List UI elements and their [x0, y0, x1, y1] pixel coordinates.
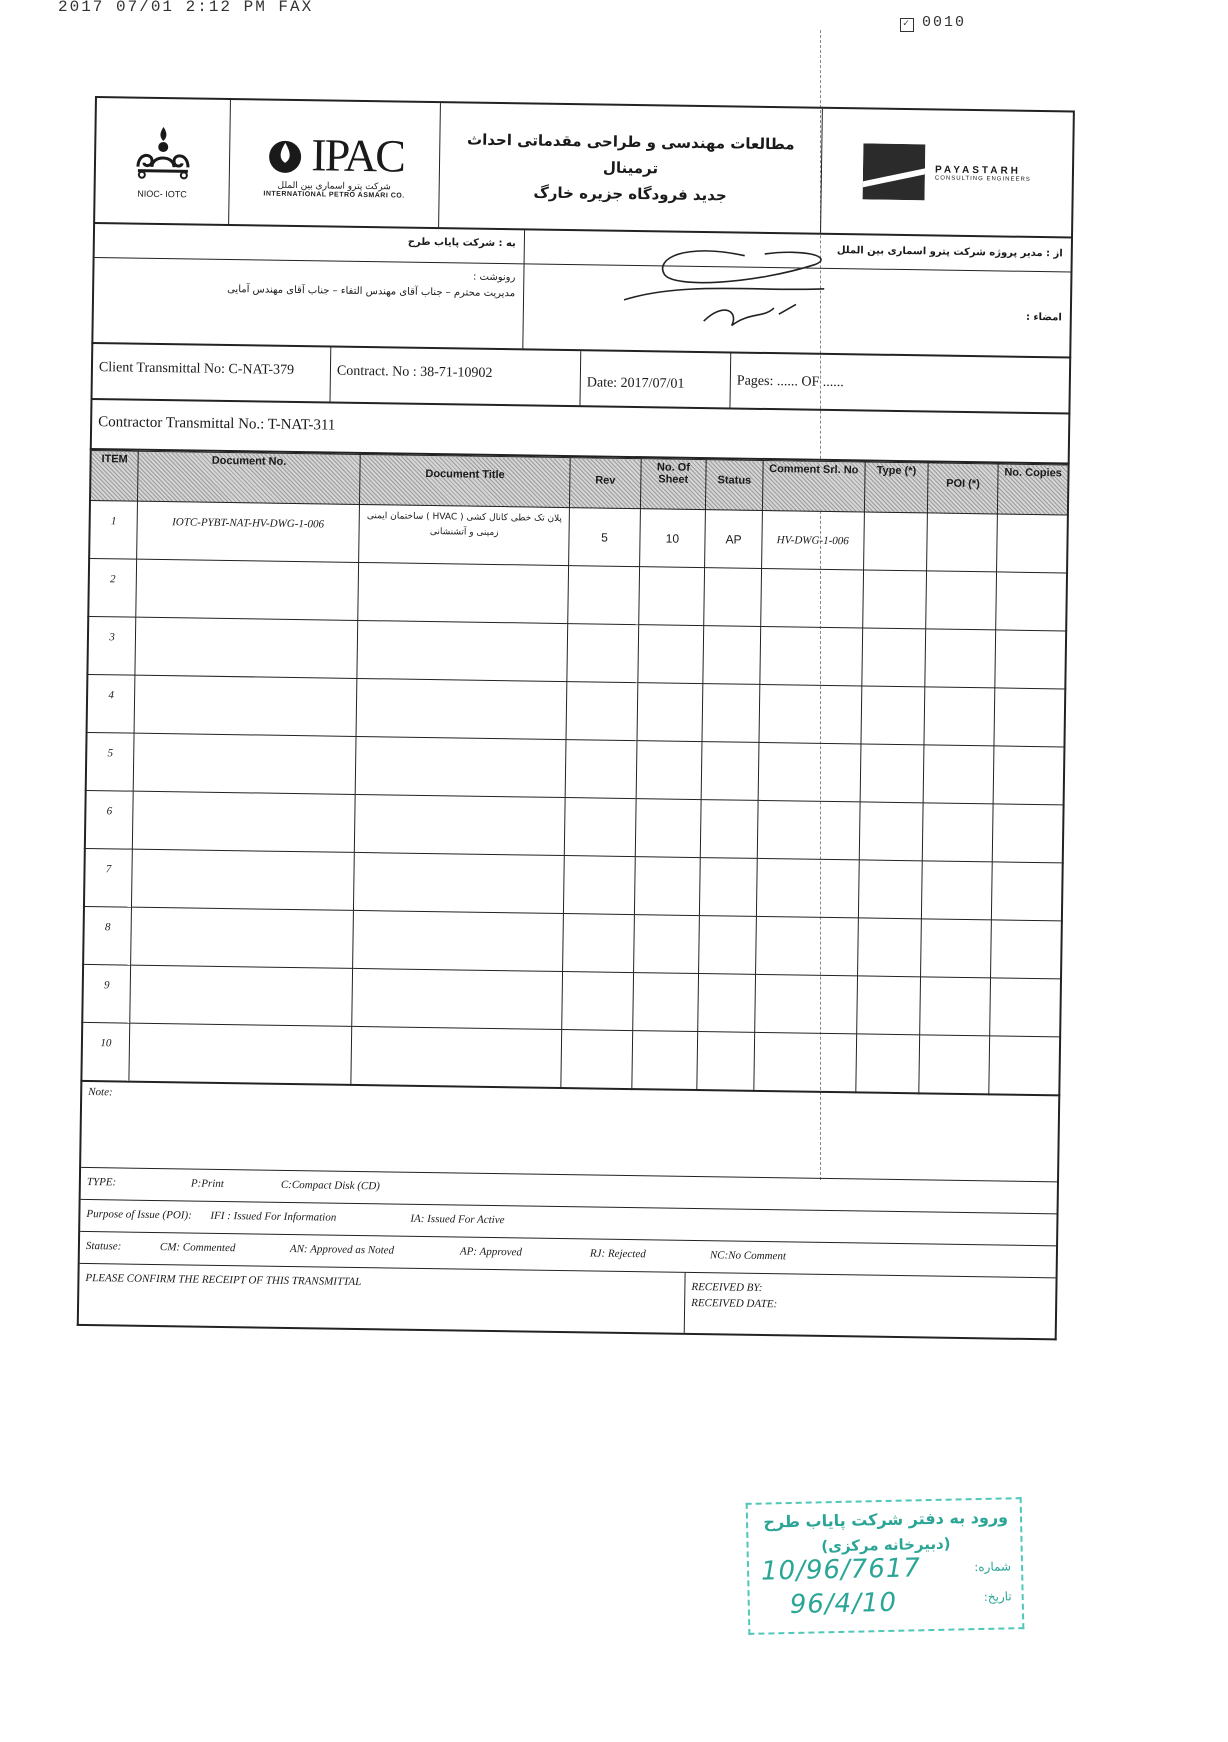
cell-doc-title — [355, 736, 566, 797]
cell-type — [856, 976, 920, 1035]
cell-doc-title — [358, 562, 569, 623]
cell-rev — [563, 914, 634, 973]
cell-comment — [756, 858, 859, 918]
header-item: ITEM — [90, 450, 138, 501]
transmittal-date: Date: 2017/07/01 — [580, 351, 731, 407]
cell-item: 8 — [83, 906, 131, 965]
cell-status — [698, 974, 755, 1033]
cell-copies — [989, 1036, 1060, 1095]
status-rejected: RJ: Rejected — [589, 1246, 646, 1260]
cell-status — [704, 568, 761, 627]
cell-sheets — [636, 741, 702, 800]
cell-item: 2 — [88, 558, 136, 617]
address-from-section — [523, 230, 1071, 356]
cell-copies — [992, 804, 1063, 863]
form-header — [93, 96, 1075, 239]
cell-poi — [925, 629, 996, 688]
cell-copies — [995, 630, 1066, 689]
cell-poi — [919, 1035, 990, 1094]
header-document-no: Document No. — [138, 451, 361, 504]
status-commented: CM: Commented — [159, 1240, 236, 1254]
cell-type — [862, 570, 926, 629]
fax-header-line: 2017 07/01 2:12 PM FAX — [58, 0, 314, 16]
client-transmittal-no: Client Transmittal No: C-NAT-379 — [93, 344, 332, 402]
legend-block — [77, 1081, 1061, 1340]
type-label: TYPE: — [86, 1175, 117, 1188]
project-title-line1: مطالعات مهندسی و طراحی مقدماتی احداث ترمینال — [466, 130, 795, 178]
cell-doc-title — [354, 794, 565, 855]
cell-rev — [567, 624, 638, 683]
cell-poi — [921, 861, 992, 920]
contract-no: Contract. No : 38-71-10902 — [330, 348, 581, 406]
cell-comment — [754, 1032, 857, 1092]
cell-comment — [760, 626, 863, 686]
received-by: RECEIVED BY: — [691, 1280, 763, 1294]
cell-status — [697, 1032, 754, 1091]
cell-doc-no: IOTC-PYBT-NAT-HV-DWG-1-006 — [137, 501, 360, 562]
cell-status — [702, 684, 759, 743]
cell-poi — [927, 513, 998, 572]
cell-status — [699, 916, 756, 975]
cell-comment — [761, 568, 864, 628]
stamp-line2: (دبیرخانه مرکزی) — [821, 1534, 951, 1556]
cc-text: مدیریت محترم – جناب آقای مهندس التفاء – جناب آقای مهندس آمایی — [227, 283, 516, 300]
address-to: به : شرکت پایاب طرح — [95, 224, 524, 264]
cc-label: رونوشت : — [472, 271, 516, 284]
address-to-section — [93, 224, 525, 348]
cell-doc-title: پلان تک خطی کانال کشی ( HVAC ) ساختمان ایمنی زمینی و آتشنشانی — [358, 504, 569, 565]
type-print: P:Print — [190, 1177, 224, 1190]
cell-doc-no — [130, 965, 353, 1026]
cell-poi — [924, 687, 995, 746]
cell-doc-title — [352, 968, 563, 1029]
address-from: از : مدیر پروژه شرکت پترو اسماری بین الملل — [525, 230, 1071, 272]
stamp-number-label: شماره: — [974, 1559, 1012, 1575]
header-status: Status — [706, 460, 763, 511]
payastarh-mark-icon — [863, 143, 926, 200]
cell-doc-title — [351, 1026, 562, 1087]
cell-item: 9 — [82, 964, 130, 1023]
registry-stamp — [746, 1497, 1025, 1635]
cell-copies — [996, 572, 1067, 631]
project-title-line2: جدید فرودگاه جزیره خارگ — [533, 183, 727, 205]
header-comment-srl: Comment Srl. No — [762, 460, 865, 512]
cell-poi — [920, 977, 991, 1036]
nioc-emblem-icon — [127, 122, 198, 181]
cell-item: 10 — [81, 1022, 129, 1081]
cell-type — [856, 1034, 920, 1093]
payastarh-logo — [821, 109, 1073, 237]
cell-sheets — [634, 857, 700, 916]
status-no-comment: NC:No Comment — [709, 1248, 787, 1262]
cell-sheets — [633, 915, 699, 974]
status-approved: AP: Approved — [459, 1245, 523, 1258]
status-approved-noted: AN: Approved as Noted — [289, 1242, 395, 1257]
cell-sheets — [632, 973, 698, 1032]
stamp-date-label: تاریخ: — [983, 1589, 1012, 1604]
project-title — [439, 103, 823, 233]
cell-sheets — [637, 625, 703, 684]
cell-copies — [997, 514, 1068, 573]
fax-page-number — [900, 14, 966, 32]
cell-type — [862, 628, 926, 687]
header-type: Type (*) — [864, 462, 928, 513]
ipac-wordmark: IPAC — [310, 129, 405, 182]
cell-sheets — [635, 799, 701, 858]
cell-copies — [992, 862, 1063, 921]
poi-ifi: IFI : Issued For Information — [210, 1209, 337, 1224]
cell-sheets — [631, 1031, 697, 1090]
cell-comment — [755, 974, 858, 1034]
cell-item: 3 — [87, 616, 135, 675]
cell-doc-no — [134, 675, 357, 736]
poi-ia: IA: Issued For Active — [410, 1212, 505, 1226]
cell-comment — [757, 800, 860, 860]
cell-doc-no — [135, 617, 358, 678]
cell-type — [859, 802, 923, 861]
cell-sheets — [637, 683, 703, 742]
cell-doc-title — [353, 852, 564, 913]
cell-poi — [921, 919, 992, 978]
header-sheets: No. Of Sheet — [640, 459, 706, 510]
cell-type — [860, 744, 924, 803]
checkbox-icon: ✓ — [900, 18, 914, 32]
cell-doc-no — [129, 1023, 352, 1084]
type-cd: C:Compact Disk (CD) — [280, 1178, 380, 1192]
cell-doc-no — [136, 559, 359, 620]
ipac-persian-name: شرکت پترو اسماری بین الملل — [277, 180, 391, 193]
cell-sheets: 10 — [639, 509, 705, 568]
cell-item: 1 — [89, 500, 137, 559]
status-label: Statuse: — [85, 1239, 122, 1253]
cell-doc-title — [357, 620, 568, 681]
cell-status: AP — [705, 510, 762, 569]
cell-poi — [923, 745, 994, 804]
confirm-text: PLEASE CONFIRM THE RECEIPT OF THIS TRANSMITTAL — [79, 1263, 686, 1332]
cell-doc-title — [352, 910, 563, 971]
cell-comment — [759, 684, 862, 744]
stamp-line1: ورود به دفتر شرکت پایاب طرح — [763, 1507, 1009, 1532]
payastarh-subtitle: CONSULTING ENGINEERS — [934, 174, 1031, 183]
cell-status — [700, 858, 757, 917]
ipac-english-name: INTERNATIONAL PETRO ASMARI CO. — [263, 190, 405, 200]
stamp-number-value: 10/96/7617 — [760, 1553, 922, 1587]
documents-table — [80, 450, 1069, 1096]
cell-copies — [993, 746, 1064, 805]
cell-doc-no — [133, 733, 356, 794]
cell-comment — [755, 916, 858, 976]
stamp-date-value: 96/4/10 — [789, 1587, 898, 1620]
cell-type — [863, 512, 927, 571]
header-copies: No. Copies — [998, 464, 1069, 515]
cell-copies — [991, 920, 1062, 979]
cell-poi — [926, 571, 997, 630]
cell-status — [701, 742, 758, 801]
header-poi: POI (*) — [927, 463, 998, 514]
cell-copies — [994, 688, 1065, 747]
cell-doc-title — [356, 678, 567, 739]
cell-rev — [561, 1030, 632, 1089]
cell-rev: 5 — [569, 508, 640, 567]
cell-item: 6 — [85, 790, 133, 849]
ipac-drop-icon — [265, 134, 306, 175]
cell-sheets — [638, 567, 704, 626]
transmittal-form — [77, 96, 1075, 1340]
nioc-label: NIOC- IOTC — [137, 188, 187, 200]
cell-comment: HV-DWG-1-006 — [761, 510, 864, 570]
cell-type — [858, 860, 922, 919]
cell-item: 5 — [86, 732, 134, 791]
cell-rev — [565, 798, 636, 857]
cell-comment — [758, 742, 861, 802]
header-document-title: Document Title — [359, 454, 570, 507]
cell-item: 4 — [87, 674, 135, 733]
address-block — [91, 224, 1073, 359]
cell-copies — [990, 978, 1061, 1037]
received-date: RECEIVED DATE: — [691, 1296, 778, 1310]
fax-page-value: 0010 — [921, 14, 966, 31]
pages-count: Pages: ...... OF ...... — [736, 373, 844, 391]
signature-label: امضاء : — [1025, 311, 1062, 324]
cell-doc-no — [131, 907, 354, 968]
note-field: Note: — [81, 1081, 1058, 1181]
cell-rev — [566, 740, 637, 799]
header-rev: Rev — [570, 458, 641, 509]
cell-status — [703, 626, 760, 685]
poi-label: Purpose of Issue (POI): — [86, 1207, 192, 1222]
cell-doc-no — [132, 849, 355, 910]
cell-rev — [566, 682, 637, 741]
cell-rev — [562, 972, 633, 1031]
cell-rev — [564, 856, 635, 915]
contractor-transmittal-no: Contractor Transmittal No.: T-NAT-311 — [90, 400, 1071, 465]
cell-poi — [922, 803, 993, 862]
payastarh-name: PAYASTARH — [934, 163, 1022, 177]
nioc-logo — [95, 98, 231, 224]
handwritten-signature — [563, 239, 864, 343]
ipac-logo — [229, 100, 441, 227]
cell-type — [857, 918, 921, 977]
cell-status — [701, 800, 758, 859]
cell-doc-no — [132, 791, 355, 852]
cell-rev — [568, 566, 639, 625]
cell-type — [861, 686, 925, 745]
cell-item: 7 — [84, 848, 132, 907]
